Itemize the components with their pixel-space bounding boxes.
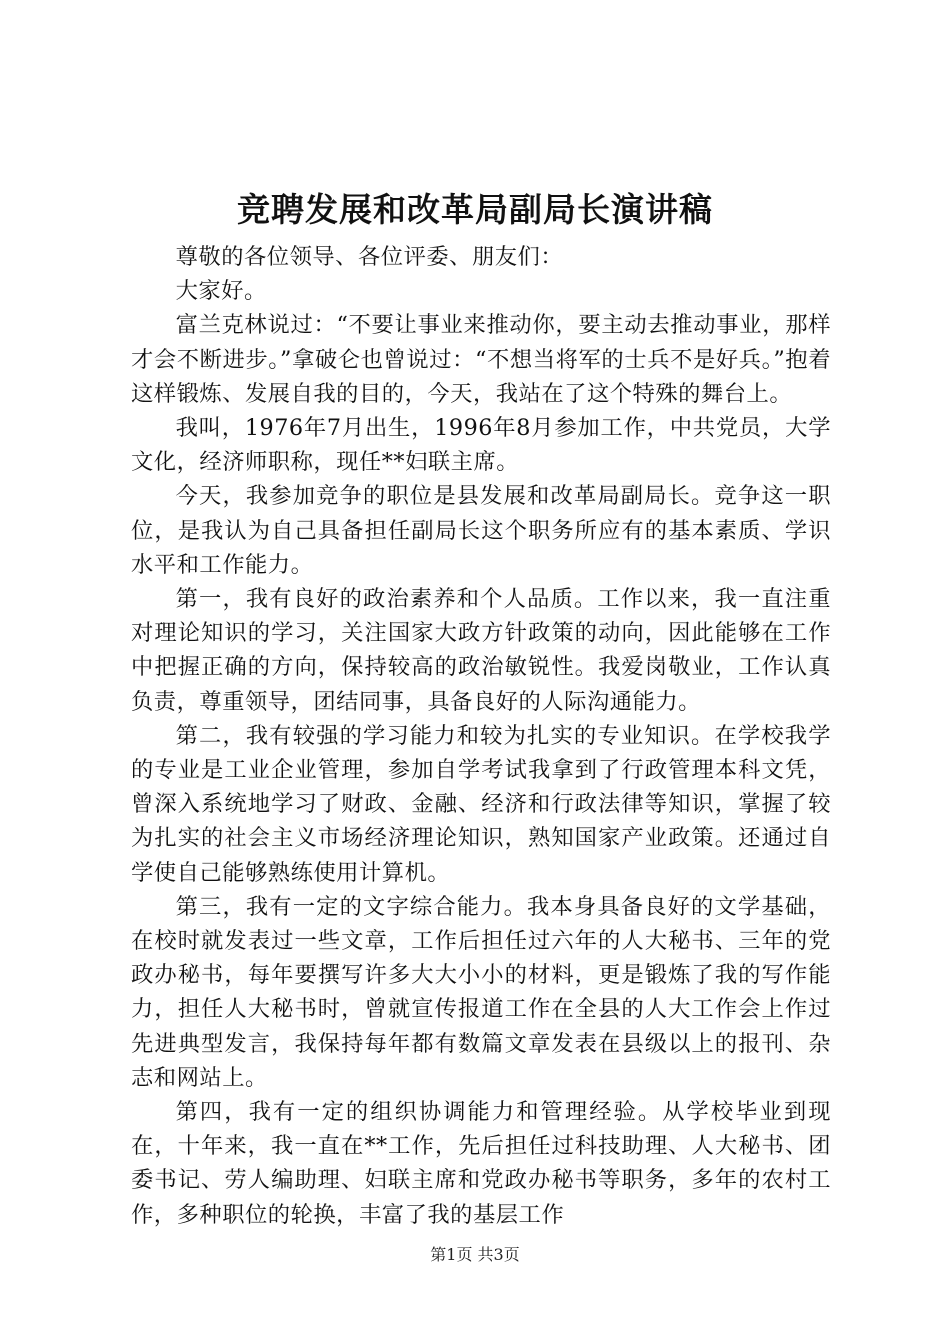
body-paragraph: 第三，我有一定的文字综合能力。我本身具备良好的文学基础，在校时就发表过一些文章，工作后担任过六年的人大秘书、三年的党政办秘书，每年要撰写许多大大小小的材料，更是锻炼了我的写作能力，担任人大秘书时，曾就宣传报道工作在全县的人大工作会上作过先进典型发言，我保持每年都有数篇文章发表在县级以上的报刊、杂志和网站上。 [131,893,831,1091]
greeting-paragraph: 大家好。 [175,278,267,305]
document-title: 竞聘发展和改革局副局长演讲稿 [237,190,713,229]
document-body [131,240,831,1232]
page-footer: 第1页 共3页 [430,1245,520,1264]
salutation-paragraph: 尊敬的各位领导、各位评委、朋友们： [175,244,564,270]
body-paragraph: 第二，我有较强的学习能力和较为扎实的专业知识。在学校我学的专业是工业企业管理，参加自学考试我拿到了行政管理本科文凭，曾深入系统地学习了财政、金融、经济和行政法律等知识，掌握了较为扎实的社会主义市场经济理论知识，熟知国家产业政策。还通过自学使自己能够熟练使用计算机。 [131,722,831,886]
body-paragraph: 第四，我有一定的组织协调能力和管理经验。从学校毕业到现在，十年来，我一直在**工作，先后担任过科技助理、人大秘书、团委书记、劳人编助理、妇联主席和党政办秘书等职务，多年的农村工作，多种职位的轮换，丰富了我的基层工作 [131,1099,831,1228]
body-paragraph: 今天，我参加竞争的职位是县发展和改革局副局长。竞争这一职位，是我认为自己具备担任副局长这个职务所应有的基本素质、学识水平和工作能力。 [131,483,831,578]
body-paragraph: 我叫，1976年7月出生，1996年8月参加工作，中共党员，大学文化，经济师职称，现任**妇联主席。 [131,415,831,476]
body-paragraph: 第一，我有良好的政治素养和个人品质。工作以来，我一直注重对理论知识的学习，关注国家大政方针政策的动向，因此能够在工作中把握正确的方向，保持较高的政治敏锐性。我爱岗敬业，工作认真负责，尊重领导，团结同事，具备良好的人际沟通能力。 [131,586,831,715]
body-paragraph: 富兰克林说过：“不要让事业来推动你，要主动去推动事业，那样才会不断进步。”拿破仑也曾说过：“不想当将军的士兵不是好兵。”抱着这样锻炼、发展自我的目的，今天，我站在了这个特殊的舞台上。 [131,312,831,407]
